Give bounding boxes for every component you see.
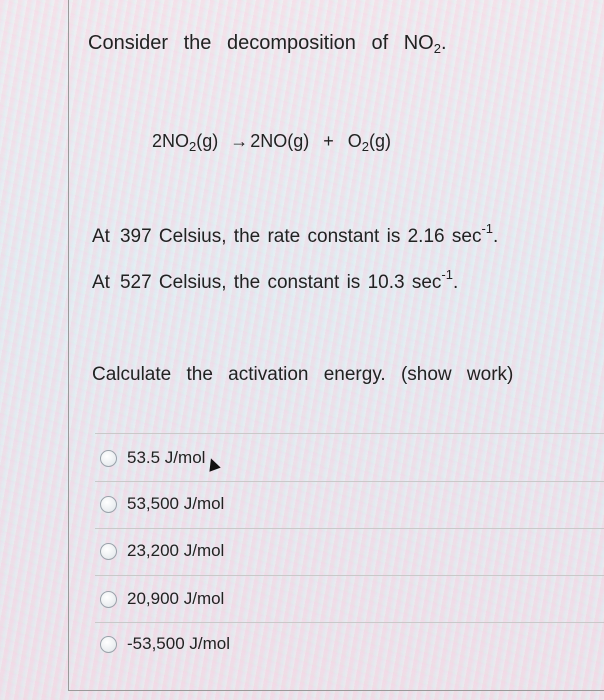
chemical-equation: $2NO_2(g) \to 2NO(g) + O_2(g)$: [152, 131, 392, 154]
question-intro: Consider the decomposition of $NO_2$.: [88, 32, 447, 56]
answer-option-label: 23,200 J/mol: [127, 541, 225, 560]
radio-button[interactable]: [100, 636, 117, 653]
answer-option-label: -53,500 J/mol: [127, 634, 230, 653]
radio-button[interactable]: [100, 591, 117, 608]
answer-option-label: 53.5 J/mol: [127, 448, 206, 467]
answer-option[interactable]: [100, 541, 224, 561]
question-prompt: Calculate the activation energy. (show work): [92, 364, 514, 385]
answer-option-label: 20,900 J/mol: [127, 589, 225, 608]
radio-button[interactable]: [100, 543, 117, 560]
divider: [95, 528, 604, 529]
divider: [95, 622, 604, 623]
radio-button[interactable]: [100, 450, 117, 467]
rate-condition-1: At 397 Celsius, the rate constant is 2.16 $\sec^{-1}$.: [92, 221, 499, 247]
divider: [95, 575, 604, 576]
answer-option-label: 53,500 J/mol: [127, 494, 225, 513]
divider: [95, 433, 604, 434]
answer-option[interactable]: [100, 494, 224, 514]
answer-option[interactable]: [100, 589, 224, 609]
question-frame: [68, 0, 604, 691]
rate-condition-2: At 527 Celsius, the constant is 10.3 $\sec^{-1}$.: [92, 267, 459, 293]
answer-option[interactable]: [100, 448, 205, 468]
answer-option[interactable]: [100, 634, 230, 654]
divider: [95, 481, 604, 482]
reaction-arrow-icon: →: [230, 131, 249, 151]
radio-button[interactable]: [100, 496, 117, 513]
